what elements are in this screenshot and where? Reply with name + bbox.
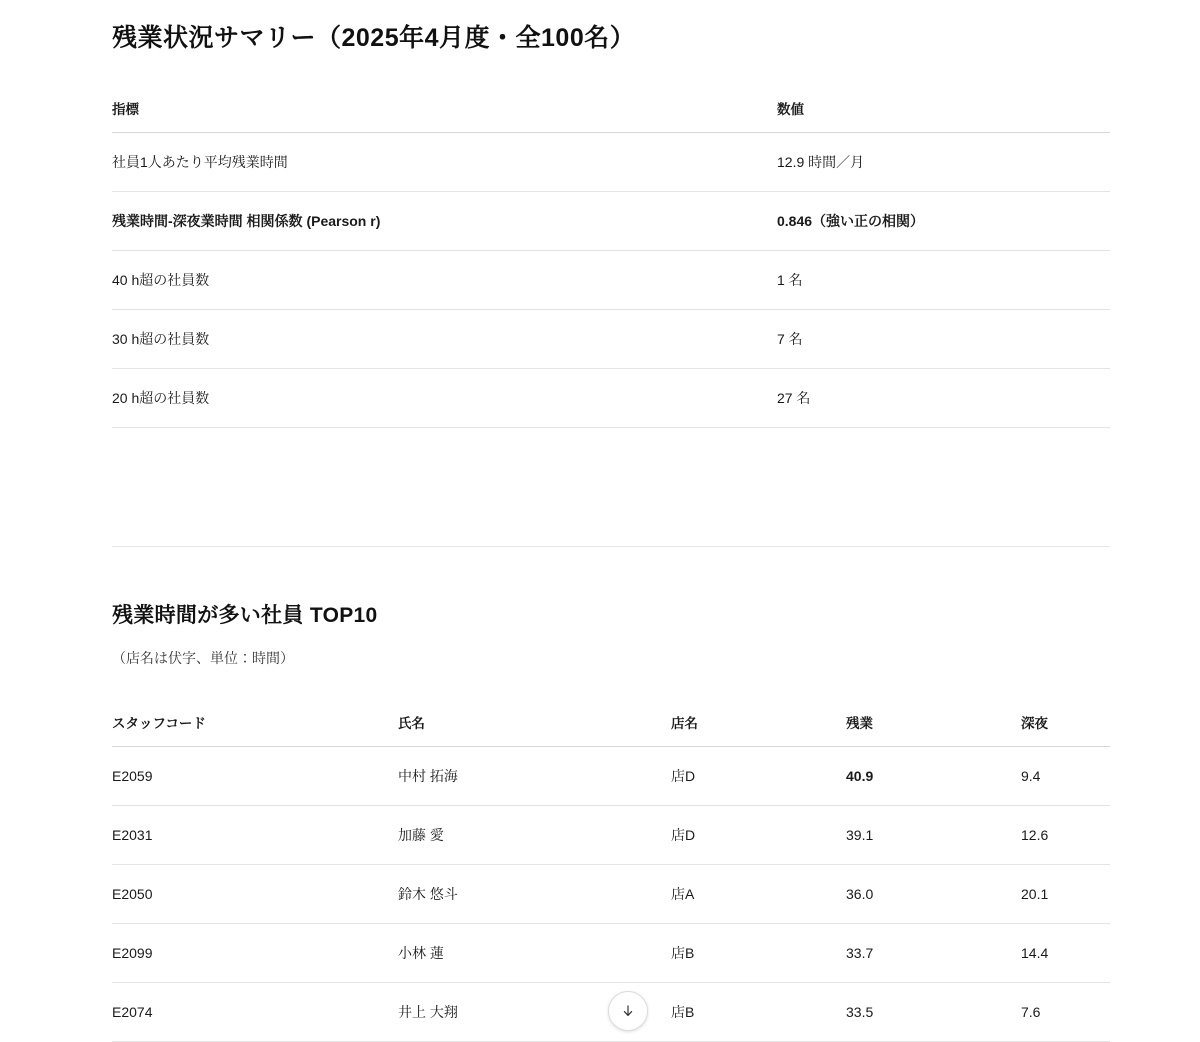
overtime-hours: 40.9 bbox=[846, 747, 1021, 806]
summary-metric-label: 20 h超の社員数 bbox=[112, 369, 777, 428]
staff-name: 井上 大翔 bbox=[398, 983, 671, 1042]
overtime-hours: 33.7 bbox=[846, 924, 1021, 983]
top10-col-code: スタッフコード bbox=[112, 712, 398, 747]
top10-table-header-row bbox=[112, 712, 1110, 747]
shop-name: 店B bbox=[671, 983, 846, 1042]
overtime-hours: 39.1 bbox=[846, 806, 1021, 865]
staff-code: E2050 bbox=[112, 865, 398, 924]
shop-name: 店A bbox=[671, 865, 846, 924]
summary-metric-label: 社員1人あたり平均残業時間 bbox=[112, 133, 777, 192]
page-title: 残業状況サマリー（2025年4月度・全100名） bbox=[112, 24, 636, 52]
table-row bbox=[112, 310, 1110, 369]
shop-name: 店D bbox=[671, 806, 846, 865]
overtime-hours: 36.0 bbox=[846, 865, 1021, 924]
scroll-to-bottom-button[interactable] bbox=[608, 991, 648, 1031]
summary-col-metric: 指標 bbox=[112, 98, 777, 133]
content-column bbox=[112, 0, 1110, 1042]
top10-title: 残業時間が多い社員 TOP10 bbox=[112, 604, 378, 627]
late-night-hours: 7.6 bbox=[1021, 983, 1110, 1042]
top10-col-overtime: 残業 bbox=[846, 712, 1021, 747]
summary-table bbox=[112, 98, 1110, 428]
top10-col-name: 氏名 bbox=[398, 712, 671, 747]
summary-metric-label: 残業時間-深夜業時間 相関係数 (Pearson r) bbox=[112, 192, 777, 251]
table-row bbox=[112, 251, 1110, 310]
staff-code: E2031 bbox=[112, 806, 398, 865]
summary-metric-label: 40 h超の社員数 bbox=[112, 251, 777, 310]
summary-col-value: 数値 bbox=[777, 98, 1110, 133]
table-row bbox=[112, 192, 1110, 251]
staff-name: 加藤 愛 bbox=[398, 806, 671, 865]
overtime-hours: 33.5 bbox=[846, 983, 1021, 1042]
late-night-hours: 20.1 bbox=[1021, 865, 1110, 924]
table-row bbox=[112, 747, 1110, 806]
summary-table-header-row bbox=[112, 98, 1110, 133]
top10-col-late: 深夜 bbox=[1021, 712, 1110, 747]
top10-subtitle: （店名は伏字、単位：時間） bbox=[112, 650, 294, 666]
arrow-down-icon bbox=[620, 1003, 636, 1019]
summary-metric-value: 7 名 bbox=[777, 310, 1110, 369]
staff-code: E2074 bbox=[112, 983, 398, 1042]
section-divider bbox=[112, 428, 1110, 547]
shop-name: 店B bbox=[671, 924, 846, 983]
summary-metric-value: 1 名 bbox=[777, 251, 1110, 310]
late-night-hours: 9.4 bbox=[1021, 747, 1110, 806]
staff-code: E2099 bbox=[112, 924, 398, 983]
summary-metric-value: 12.9 時間／月 bbox=[777, 133, 1110, 192]
table-row bbox=[112, 865, 1110, 924]
summary-metric-label: 30 h超の社員数 bbox=[112, 310, 777, 369]
late-night-hours: 12.6 bbox=[1021, 806, 1110, 865]
top10-table bbox=[112, 712, 1110, 1042]
staff-name: 小林 蓮 bbox=[398, 924, 671, 983]
table-row bbox=[112, 806, 1110, 865]
staff-name: 鈴木 悠斗 bbox=[398, 865, 671, 924]
table-row bbox=[112, 133, 1110, 192]
summary-metric-value: 27 名 bbox=[777, 369, 1110, 428]
table-row bbox=[112, 924, 1110, 983]
staff-name: 中村 拓海 bbox=[398, 747, 671, 806]
top10-col-shop: 店名 bbox=[671, 712, 846, 747]
summary-metric-value: 0.846（強い正の相関） bbox=[777, 192, 1110, 251]
table-row bbox=[112, 369, 1110, 428]
staff-code: E2059 bbox=[112, 747, 398, 806]
late-night-hours: 14.4 bbox=[1021, 924, 1110, 983]
shop-name: 店D bbox=[671, 747, 846, 806]
